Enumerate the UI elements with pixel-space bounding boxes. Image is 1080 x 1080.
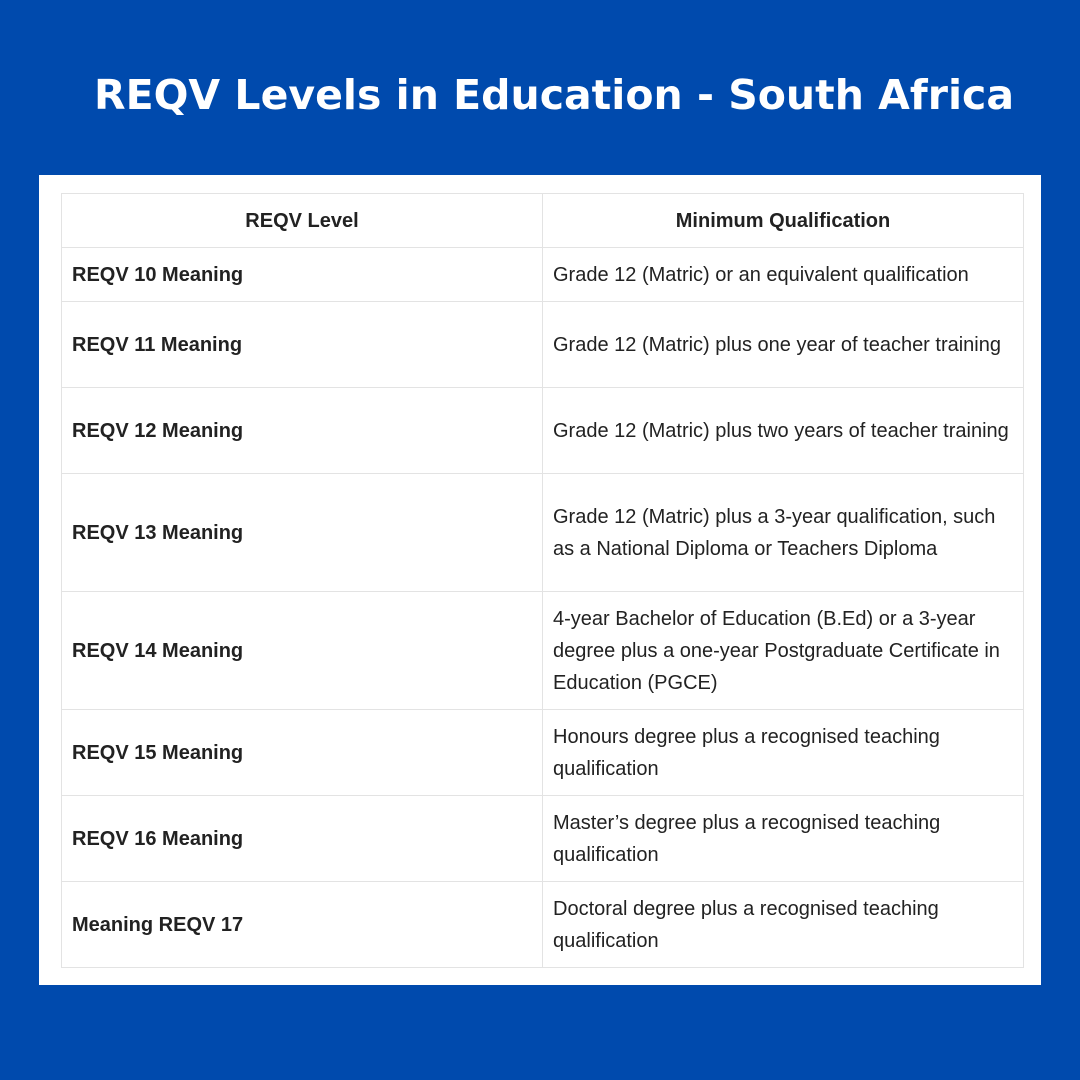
qualification-cell: Grade 12 (Matric) plus a 3-year qualification, such as a National Diploma or Teachers Diploma bbox=[543, 474, 1024, 592]
table-row bbox=[62, 302, 1024, 388]
reqv-level-cell: REQV 13 Meaning bbox=[62, 474, 543, 592]
reqv-level-cell: Meaning REQV 17 bbox=[62, 882, 543, 968]
column-header-minimum-qualification: Minimum Qualification bbox=[543, 194, 1024, 248]
table-card bbox=[39, 175, 1041, 985]
table-row bbox=[62, 474, 1024, 592]
reqv-table bbox=[61, 193, 1024, 968]
table-row bbox=[62, 248, 1024, 302]
qualification-cell: 4-year Bachelor of Education (B.Ed) or a 3-year degree plus a one-year Postgraduate Certificate in Education (PGCE) bbox=[543, 592, 1024, 710]
reqv-level-cell: REQV 15 Meaning bbox=[62, 710, 543, 796]
table-row bbox=[62, 882, 1024, 968]
qualification-cell: Master’s degree plus a recognised teaching qualification bbox=[543, 796, 1024, 882]
reqv-level-cell: REQV 16 Meaning bbox=[62, 796, 543, 882]
table-row bbox=[62, 796, 1024, 882]
reqv-level-cell: REQV 14 Meaning bbox=[62, 592, 543, 710]
reqv-level-cell: REQV 10 Meaning bbox=[62, 248, 543, 302]
column-header-reqv-level: REQV Level bbox=[62, 194, 543, 248]
table-header-row bbox=[62, 194, 1024, 248]
table-row bbox=[62, 592, 1024, 710]
table-row bbox=[62, 388, 1024, 474]
qualification-cell: Grade 12 (Matric) or an equivalent qualification bbox=[543, 248, 1024, 302]
qualification-cell: Honours degree plus a recognised teaching qualification bbox=[543, 710, 1024, 796]
qualification-cell: Doctoral degree plus a recognised teaching qualification bbox=[543, 882, 1024, 968]
page-title: REQV Levels in Education - South Africa bbox=[94, 71, 1014, 119]
reqv-level-cell: REQV 11 Meaning bbox=[62, 302, 543, 388]
reqv-level-cell: REQV 12 Meaning bbox=[62, 388, 543, 474]
qualification-cell: Grade 12 (Matric) plus one year of teacher training bbox=[543, 302, 1024, 388]
table-row bbox=[62, 710, 1024, 796]
qualification-cell: Grade 12 (Matric) plus two years of teacher training bbox=[543, 388, 1024, 474]
